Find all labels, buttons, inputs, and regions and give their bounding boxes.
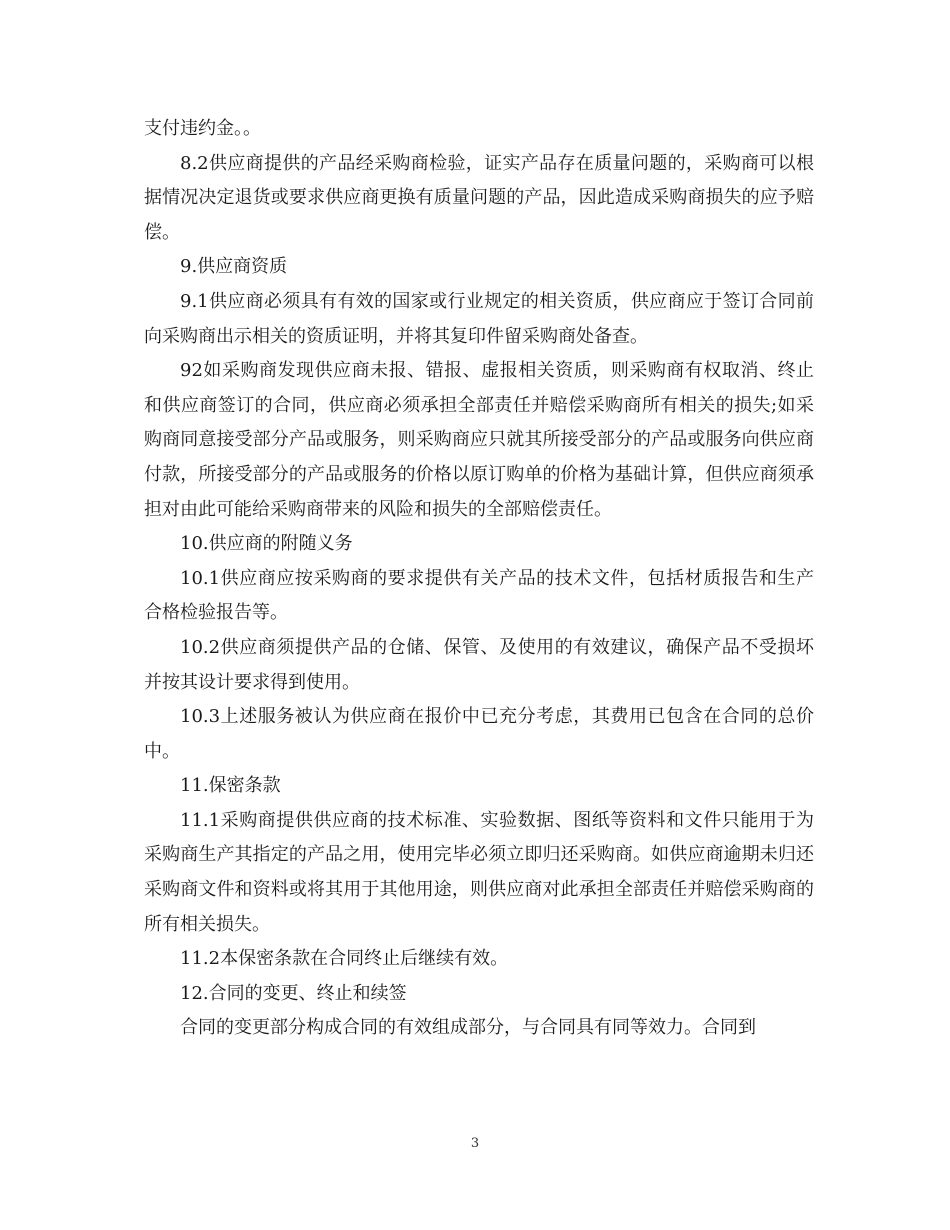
paragraph-clause-10-1: 10.1供应商应按采购商的要求提供有关产品的技术文件，包括材质报告和生产合格检验报告等。 <box>144 567 814 624</box>
document-body <box>144 112 814 1046</box>
paragraph-clause-12-body: 合同的变更部分构成合同的有效组成部分，与合同具有同等效力。合同到 <box>180 1017 756 1039</box>
paragraph-clause-10-2: 10.2供应商须提供产品的仓储、保管、及使用的有效建议，确保产品不受损坏并按其设计要求得到使用。 <box>144 636 814 693</box>
paragraph-clause-9-1: 9.1供应商必须具有有效的国家或行业规定的相关资质，供应商应于签订合同前向采购商出示相关的资质证明，并将其复印件留采购商处备查。 <box>144 290 814 347</box>
page-number: 3 <box>470 1136 480 1151</box>
paragraph-clause-11-2: 11.2本保密条款在合同终止后继续有效。 <box>180 948 509 970</box>
section-heading-11: 11.保密条款 <box>180 775 281 797</box>
paragraph-clause-11-1: 11.1采购商提供供应商的技术标准、实验数据、图纸等资料和文件只能用于为采购商生产其指定的产品之用，使用完毕必须立即归还采购商。如供应商逾期未归还采购商文件和资料或将其用于其他用途，则供应商对此承担全部责任并赔偿采购商的所有相关损失。 <box>144 809 814 935</box>
section-heading-10: 10.供应商的附随义务 <box>180 533 353 555</box>
paragraph-continuation: 支付违约金。。 <box>144 118 261 139</box>
section-heading-9: 9.供应商资质 <box>180 256 288 278</box>
section-heading-12: 12.合同的变更、终止和续签 <box>180 982 407 1004</box>
paragraph-clause-10-3: 10.3上述服务被认为供应商在报价中已充分考虑，其费用已包含在合同的总价中。 <box>144 706 814 762</box>
paragraph-clause-9-2: 92如采购商发现供应商未报、错报、虚报相关资质，则采购商有权取消、终止和供应商签订的合同，供应商必须承担全部责任并赔偿采购商所有相关的损失;如采购商同意接受部分产品或服务，则采购商应只就其所接受部分的产品或服务向供应商付款，所接受部分的产品或服务的价格以原订购单的价格为基础计算，但供应商须承担对由此可能给采购商带来的风险和损失的全部赔偿责任。 <box>144 360 814 520</box>
paragraph-clause-8-2: 8.2供应商提供的产品经采购商检验，证实产品存在质量问题的，采购商可以根据情况决定退货或要求供应商更换有质量问题的产品，因此造成采购商损失的应予赔偿。 <box>144 152 814 243</box>
